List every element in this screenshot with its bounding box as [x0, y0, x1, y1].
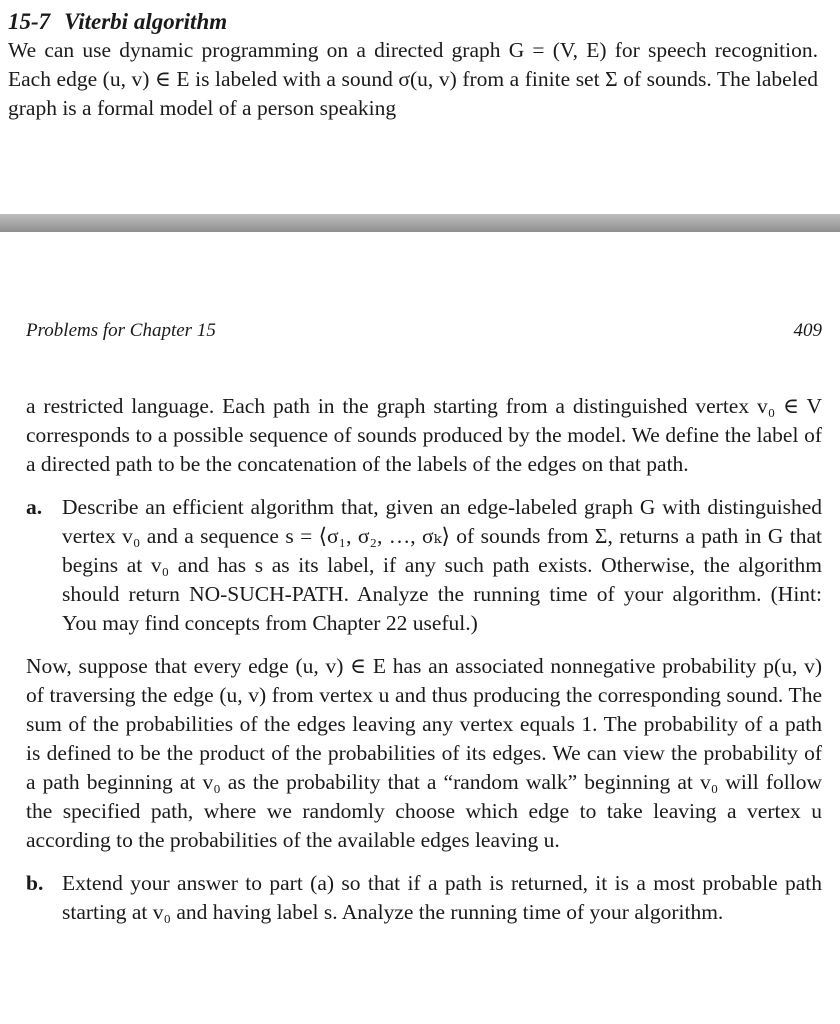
page-break-divider [0, 214, 840, 232]
part-b-label: b. [26, 871, 44, 895]
problem-title: Viterbi algorithm [64, 9, 228, 34]
running-head-section: Problems for Chapter 15 [26, 320, 216, 341]
problem-body [26, 392, 822, 941]
part-b [26, 869, 822, 927]
problem-intro: We can use dynamic programming on a directed graph G = (V, E) for speech recognition. Each edge (u, v) ∈ E is labeled with a sound σ(u, v) from a finite set Σ of sounds. The labeled graph is a formal model of a person speaking [8, 38, 818, 120]
problem-block [8, 8, 818, 123]
part-a-label: a. [26, 495, 43, 519]
continuation-paragraph: a restricted language. Each path in the graph starting from a distinguished vertex v₀ ∈ V corresponds to a possible sequence of sounds produced by the model. We define the label of a directed path to be the concatenation of the labels of the edges on that path. [26, 394, 822, 476]
problem-number: 15-7 [8, 9, 51, 34]
part-a [26, 493, 822, 638]
page-number: 409 [793, 320, 822, 341]
part-a-text: Describe an efficient algorithm that, given an edge-labeled graph G with distinguished vertex v₀ and a sequence s = ⟨σ₁, σ₂, …, σₖ⟩ of sounds from Σ, returns a path in G that begins at v₀ and has s as its label, if any such path exists. Otherwise, the algorithm should return NO-SUCH-PATH. Analyze the running time of your algorithm. (Hint: You may find concepts from Chapter 22 useful.) [62, 495, 822, 635]
probability-paragraph: Now, suppose that every edge (u, v) ∈ E has an associated nonnegative probability p(u, v) of traversing the edge (u, v) from vertex u and thus producing the corresponding sound. The sum of the probabilities of the edges leaving any vertex equals 1. The probability of a path is defined to be the product of the probabilities of its edges. We can view the probability of a path beginning at v₀ as the probability that a “random walk” beginning at v₀ will follow the specified path, where we randomly choose which edge to take leaving a vertex u according to the probabilities of the available edges leaving u. [26, 654, 822, 852]
part-b-text: Extend your answer to part (a) so that if a path is returned, it is a most probable path starting at v₀ and having label s. Analyze the running time of your algorithm. [62, 871, 822, 924]
running-head [26, 320, 822, 344]
problem-heading [8, 8, 818, 36]
